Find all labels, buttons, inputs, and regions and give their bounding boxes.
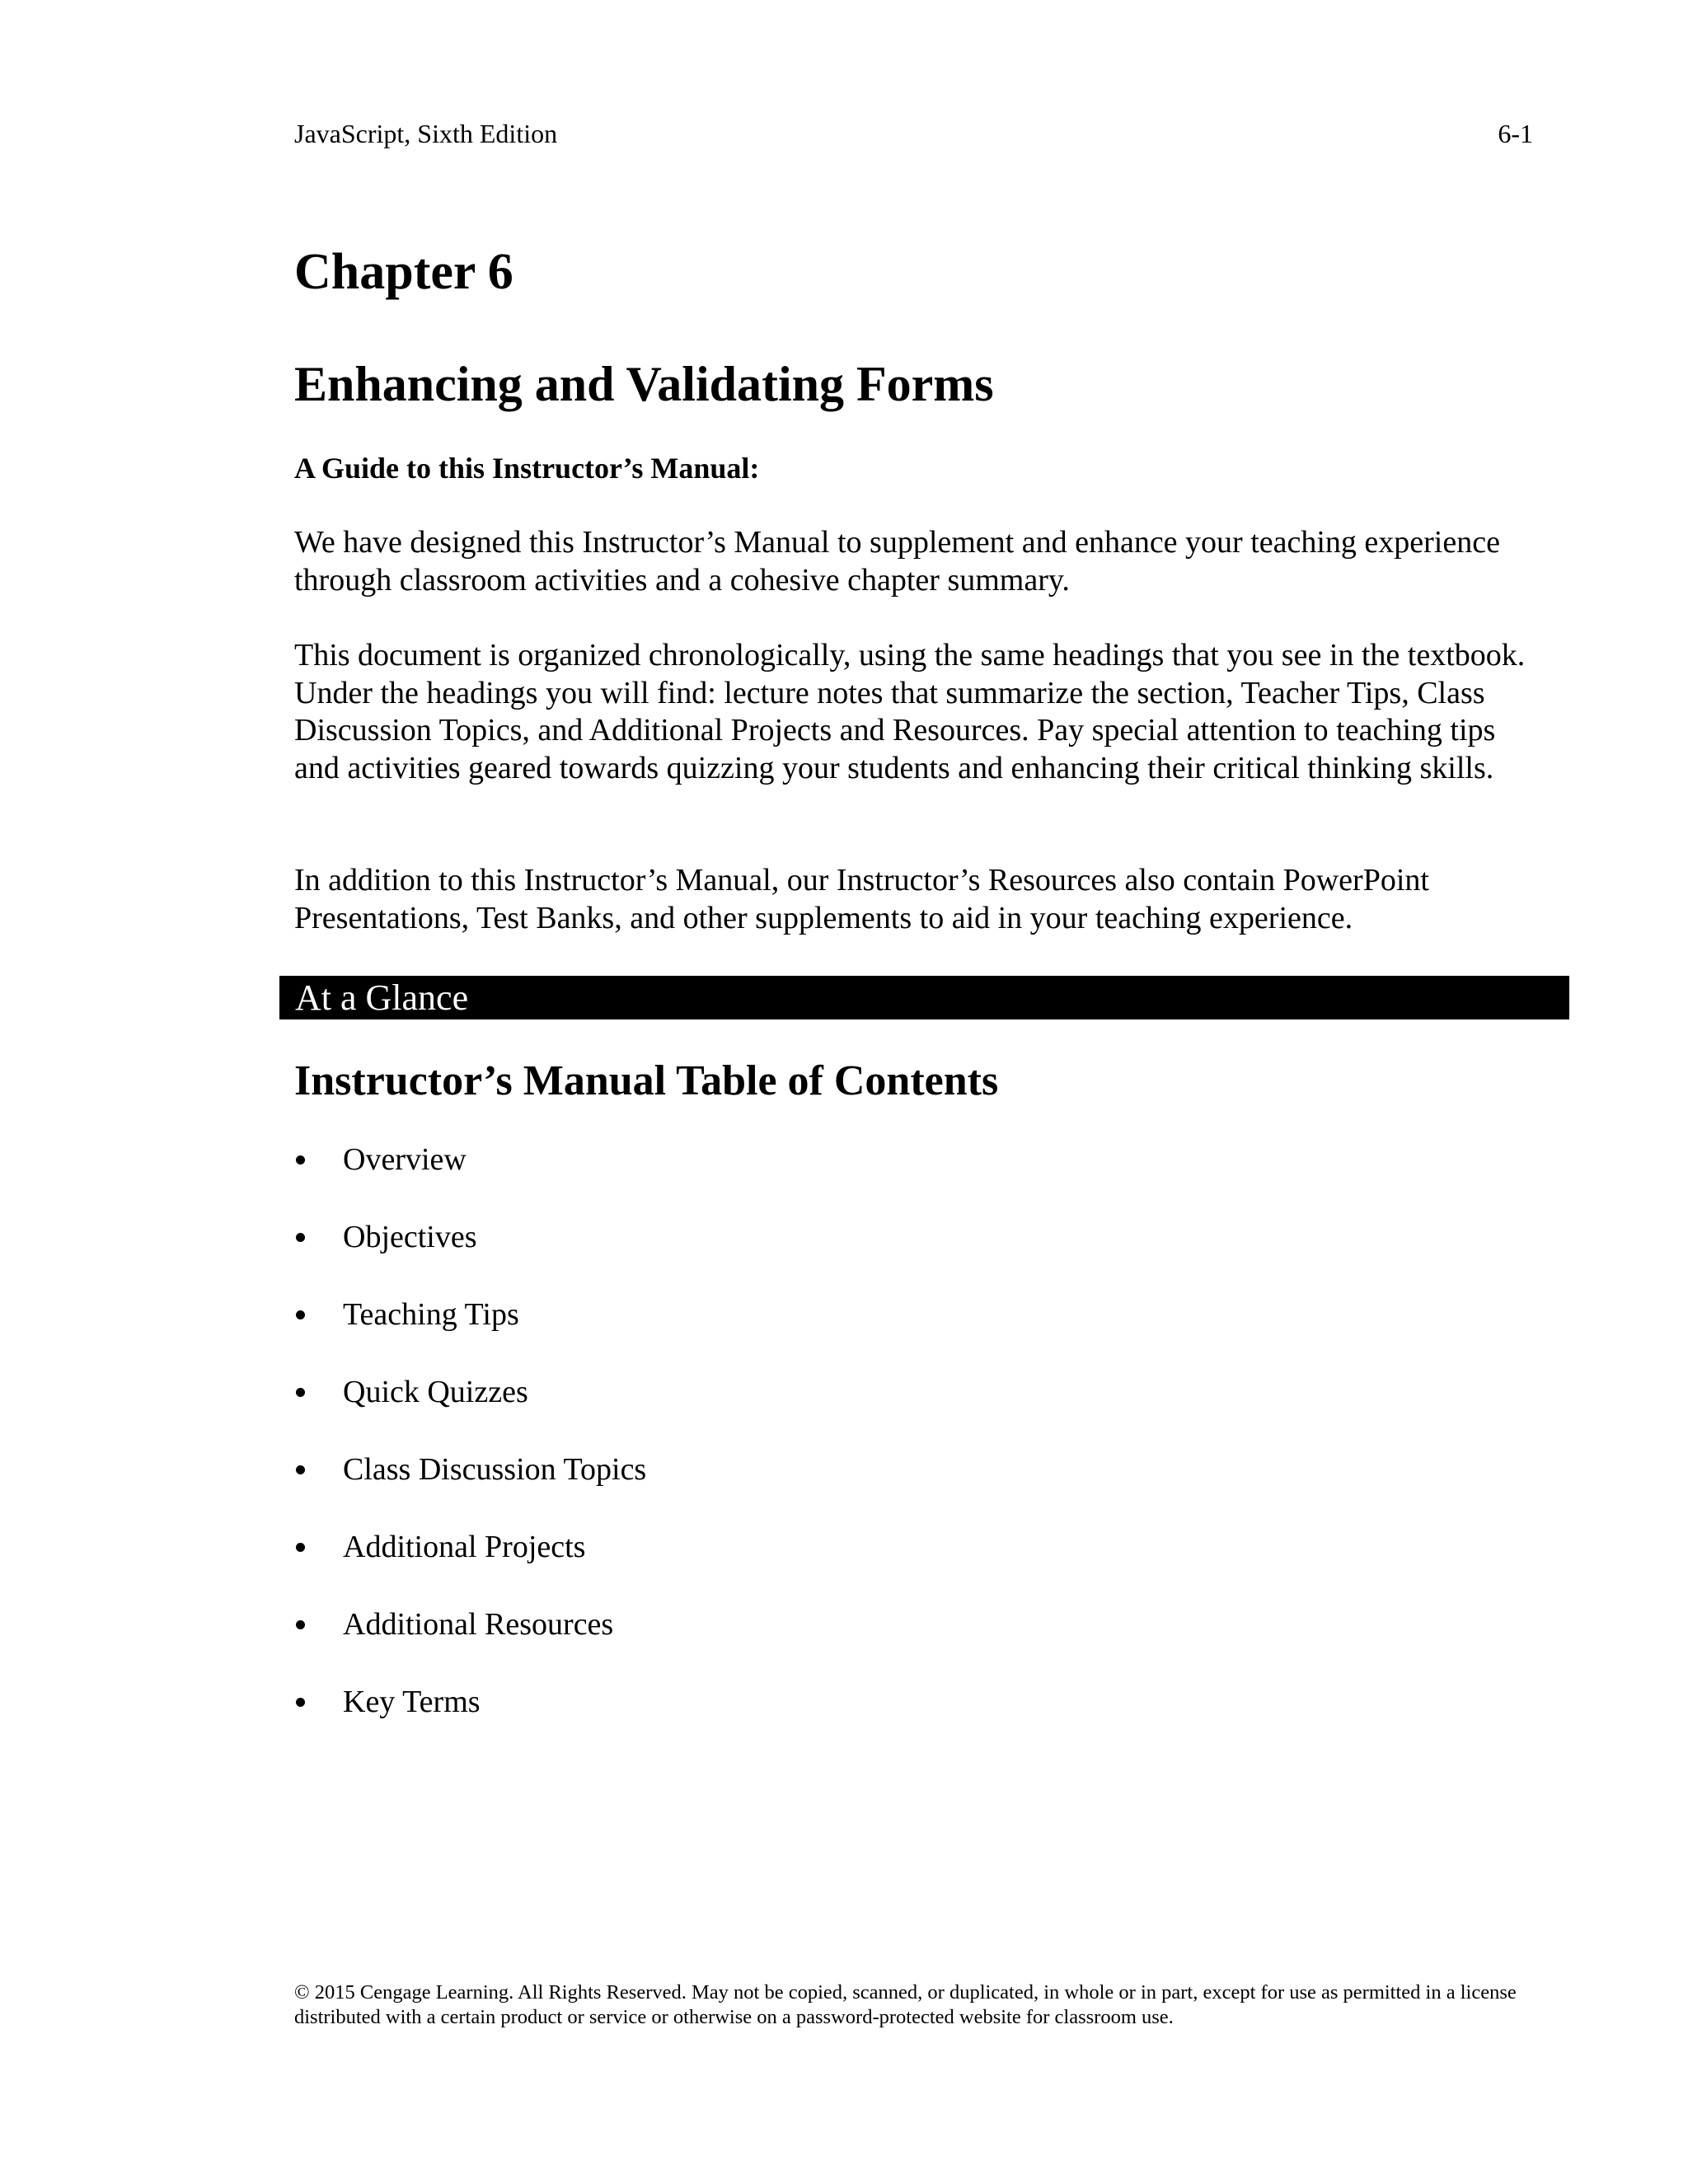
copyright-footer: © 2015 Cengage Learning. All Rights Reserved. May not be copied, scanned, or duplicated, in whole or in part, except for use as permitted in a license distributed with a certain product or service or otherwise on a password-protected website for classroom use. xyxy=(294,1981,1517,2028)
toc-item-label: Quick Quizzes xyxy=(343,1375,528,1409)
running-header-title: JavaScript, Sixth Edition xyxy=(294,119,558,148)
toc-item-label: Overview xyxy=(343,1142,467,1177)
guide-paragraph-3: In addition to this Instructor’s Manual, our Instructor’s Resources also contain PowerPoint Presentations, Test Banks, and other supplements to aid in your teaching experience. xyxy=(294,863,1429,935)
toc-heading: Instructor’s Manual Table of Contents xyxy=(294,1057,999,1104)
toc-item-label: Additional Resources xyxy=(343,1607,614,1642)
guide-paragraph-1: We have designed this Instructor’s Manual to supplement and enhance your teaching experience through classroom activities and a cohesive chapter summary. xyxy=(294,525,1500,598)
guide-paragraph-2: This document is organized chronologically, using the same headings that you see in the textbook. Under the headings you will find: lecture notes that summarize the section, Teacher Tips, Class Discussion Topics, and Additional Projects and Resources. Pay special attention to teaching tips and activities geared towards quizzing your students and enhancing their critical thinking skills. xyxy=(294,638,1526,785)
at-a-glance-banner xyxy=(279,976,1569,1019)
at-a-glance-label: At a Glance xyxy=(295,977,469,1018)
toc-item-label: Teaching Tips xyxy=(343,1297,519,1332)
guide-heading: A Guide to this Instructor’s Manual: xyxy=(294,452,760,485)
chapter-label: Chapter 6 xyxy=(294,244,513,300)
toc-item-label: Objectives xyxy=(343,1220,477,1254)
toc-item-label: Class Discussion Topics xyxy=(343,1452,647,1487)
toc-item-label: Additional Projects xyxy=(343,1530,586,1564)
toc-item-label: Key Terms xyxy=(343,1685,481,1719)
page-number: 6-1 xyxy=(1498,119,1533,148)
chapter-title: Enhancing and Validating Forms xyxy=(294,357,994,411)
